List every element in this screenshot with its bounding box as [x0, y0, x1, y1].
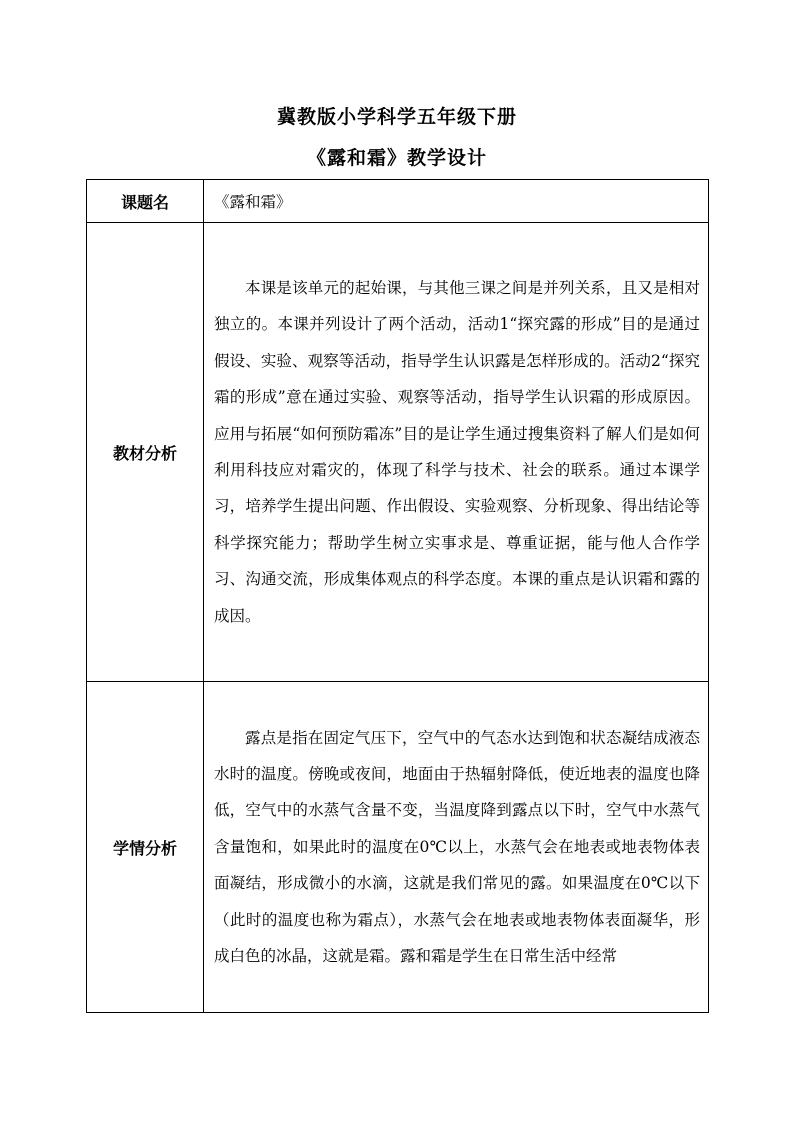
document-subtitle: 《露和霜》教学设计 [306, 147, 487, 169]
table-row-student-analysis [87, 682, 709, 1013]
lesson-design-table [86, 179, 709, 1013]
table-row-material-analysis [87, 223, 709, 682]
table-row-topic [87, 180, 709, 223]
topic-value: 《露和霜》 [204, 180, 709, 223]
student-analysis-cell [204, 682, 709, 1013]
material-analysis-label: 教材分析 [87, 223, 204, 682]
student-analysis-label: 学情分析 [87, 682, 204, 1013]
material-analysis-cell [204, 223, 709, 682]
material-analysis-text: 本课是该单元的起始课，与其他三课之间是并列关系，且又是相对独立的。本课并列设计了两个活动，活动1“探究露的形成”目的是通过假设、实验、观察等活动，指导学生认识露是怎样形成的。活动2“探究霜的形成”意在通过实验、观察等活动，指导学生认识霜的形成原因。应用与拓展“如何预防霜冻”目的是让学生通过搜集资料了解人们是如何利用科技应对霜灾的，体现了科学与技术、社会的联系。通过本课学习，培养学生提出问题、作出假设、实验观察、分析现象、得出结论等科学探究能力；帮助学生树立实事求是、尊重证据，能与他人合作学习、沟通交流，形成集体观点的科学态度。本课的重点是认识霜和露的成因。 [214, 278, 700, 625]
topic-label: 课题名 [87, 180, 204, 223]
student-analysis-text: 露点是指在固定气压下，空气中的气态水达到饱和状态凝结成液态水时的温度。傍晚或夜间，地面由于热辐射降低，使近地表的温度也降低，空气中的水蒸气含量不变，当温度降到露点以下时，空气中水蒸气含量饱和，如果此时的温度在0℃以上，水蒸气会在地表或地表物体表面凝结，形成微小的水滴，这就是我们常见的露。如果温度在0℃以下（此时的温度也称为霜点），水蒸气会在地表或地表物体表面凝华，形成白色的冰晶，这就是霜。露和霜是学生在日常生活中经常 [214, 728, 700, 966]
document-title: 冀教版小学科学五年级下册 [276, 106, 517, 128]
